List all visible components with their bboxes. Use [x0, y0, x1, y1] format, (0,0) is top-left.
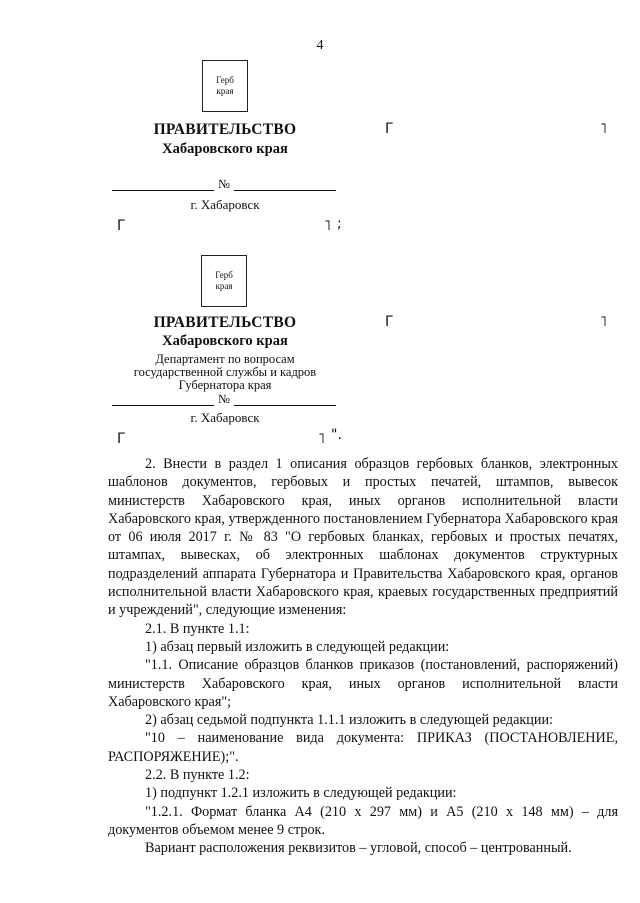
paragraph: "1.1. Описание образцов бланков приказов (постановлений, распоряжений) министерств Хабаровского края, иных органов исполнительной власти Хабаровского края";: [108, 657, 618, 710]
paragraph: 2) абзац седьмой подпункта 1.1.1 изложить в следующей редакции:: [145, 712, 553, 729]
corner-mark-right: ˥: [324, 218, 331, 234]
corner-mark-left: Г: [117, 218, 126, 234]
document-body: [108, 455, 618, 858]
emblem-label: Герб: [215, 270, 233, 280]
number-underline: [234, 177, 336, 191]
corner-mark-left: Г: [385, 121, 394, 137]
number-sign: №: [218, 392, 230, 406]
emblem-placeholder: [201, 255, 247, 307]
government-title: ПРАВИТЕЛЬСТВО: [153, 121, 297, 138]
department-line: Департамент по вопросам: [155, 352, 295, 366]
paragraph: Вариант расположения реквизитов – угловой, способ – центрованный.: [145, 840, 572, 857]
corner-mark-right: ˥: [318, 431, 325, 447]
corner-mark-right: ˥: [600, 314, 607, 330]
paragraph: 2. Внести в раздел 1 описания образцов гербовых бланков, электронных шаблонов документов, гербовых и простых печатей, штампов, вывесок министерств Хабаровского края, иных органов исполнительной власти Хабаровского края, утвержденного постановлением Губернатора Хабаровского края от 06 июля 2017 г. № 83 "О гербовых бланках, гербовых и простых печатях, штампах, вывесках, об электронных шаблонах документов структурных подразделений аппарата Губернатора и Правительства Хабаровского края, органов исполнительной власти Хабаровского края, краевых государственных предприятий и учреждений", следующие изменения:: [108, 456, 618, 619]
emblem-label: Герб: [216, 75, 234, 85]
paragraph: 1) абзац первый изложить в следующей редакции:: [145, 638, 450, 655]
city-label: г. Хабаровск: [190, 197, 260, 212]
trailing-mark: ".: [331, 427, 342, 443]
government-title: ПРАВИТЕЛЬСТВО: [153, 314, 297, 331]
paragraph: 1) подпункт 1.2.1 изложить в следующей редакции:: [145, 785, 457, 802]
emblem-label: края: [216, 86, 234, 96]
corner-mark-right: ˥: [600, 121, 607, 137]
trailing-mark: ;: [337, 216, 342, 232]
paragraph: 2.1. В пункте 1.1:: [145, 620, 250, 637]
number-underline: [234, 392, 336, 406]
paragraph: "10 – наименование вида документа: ПРИКАЗ (ПОСТАНОВЛЕНИЕ, РАСПОРЯЖЕНИЕ);".: [108, 730, 618, 765]
region-name: Хабаровского края: [162, 333, 288, 349]
paragraph: 2.2. В пункте 1.2:: [145, 767, 250, 784]
date-number-line: [112, 177, 336, 191]
department-line: государственной службы и кадров: [133, 365, 317, 379]
corner-mark-left: Г: [117, 431, 126, 447]
department-name: [110, 353, 340, 392]
corner-mark-left: Г: [385, 314, 394, 330]
emblem-label: края: [215, 281, 233, 291]
city-label: г. Хабаровск: [190, 410, 260, 425]
date-underline: [112, 392, 214, 406]
department-line: Губернатора края: [178, 378, 272, 392]
date-number-line: [112, 392, 336, 406]
region-name: Хабаровского края: [162, 141, 288, 157]
paragraph: "1.2.1. Формат бланка А4 (210 х 297 мм) и А5 (210 х 148 мм) – для документов объемом менее 9 строк.: [108, 803, 618, 838]
number-sign: №: [218, 177, 230, 191]
page-number: 4: [316, 38, 324, 53]
emblem-placeholder: [202, 60, 248, 112]
date-underline: [112, 177, 214, 191]
